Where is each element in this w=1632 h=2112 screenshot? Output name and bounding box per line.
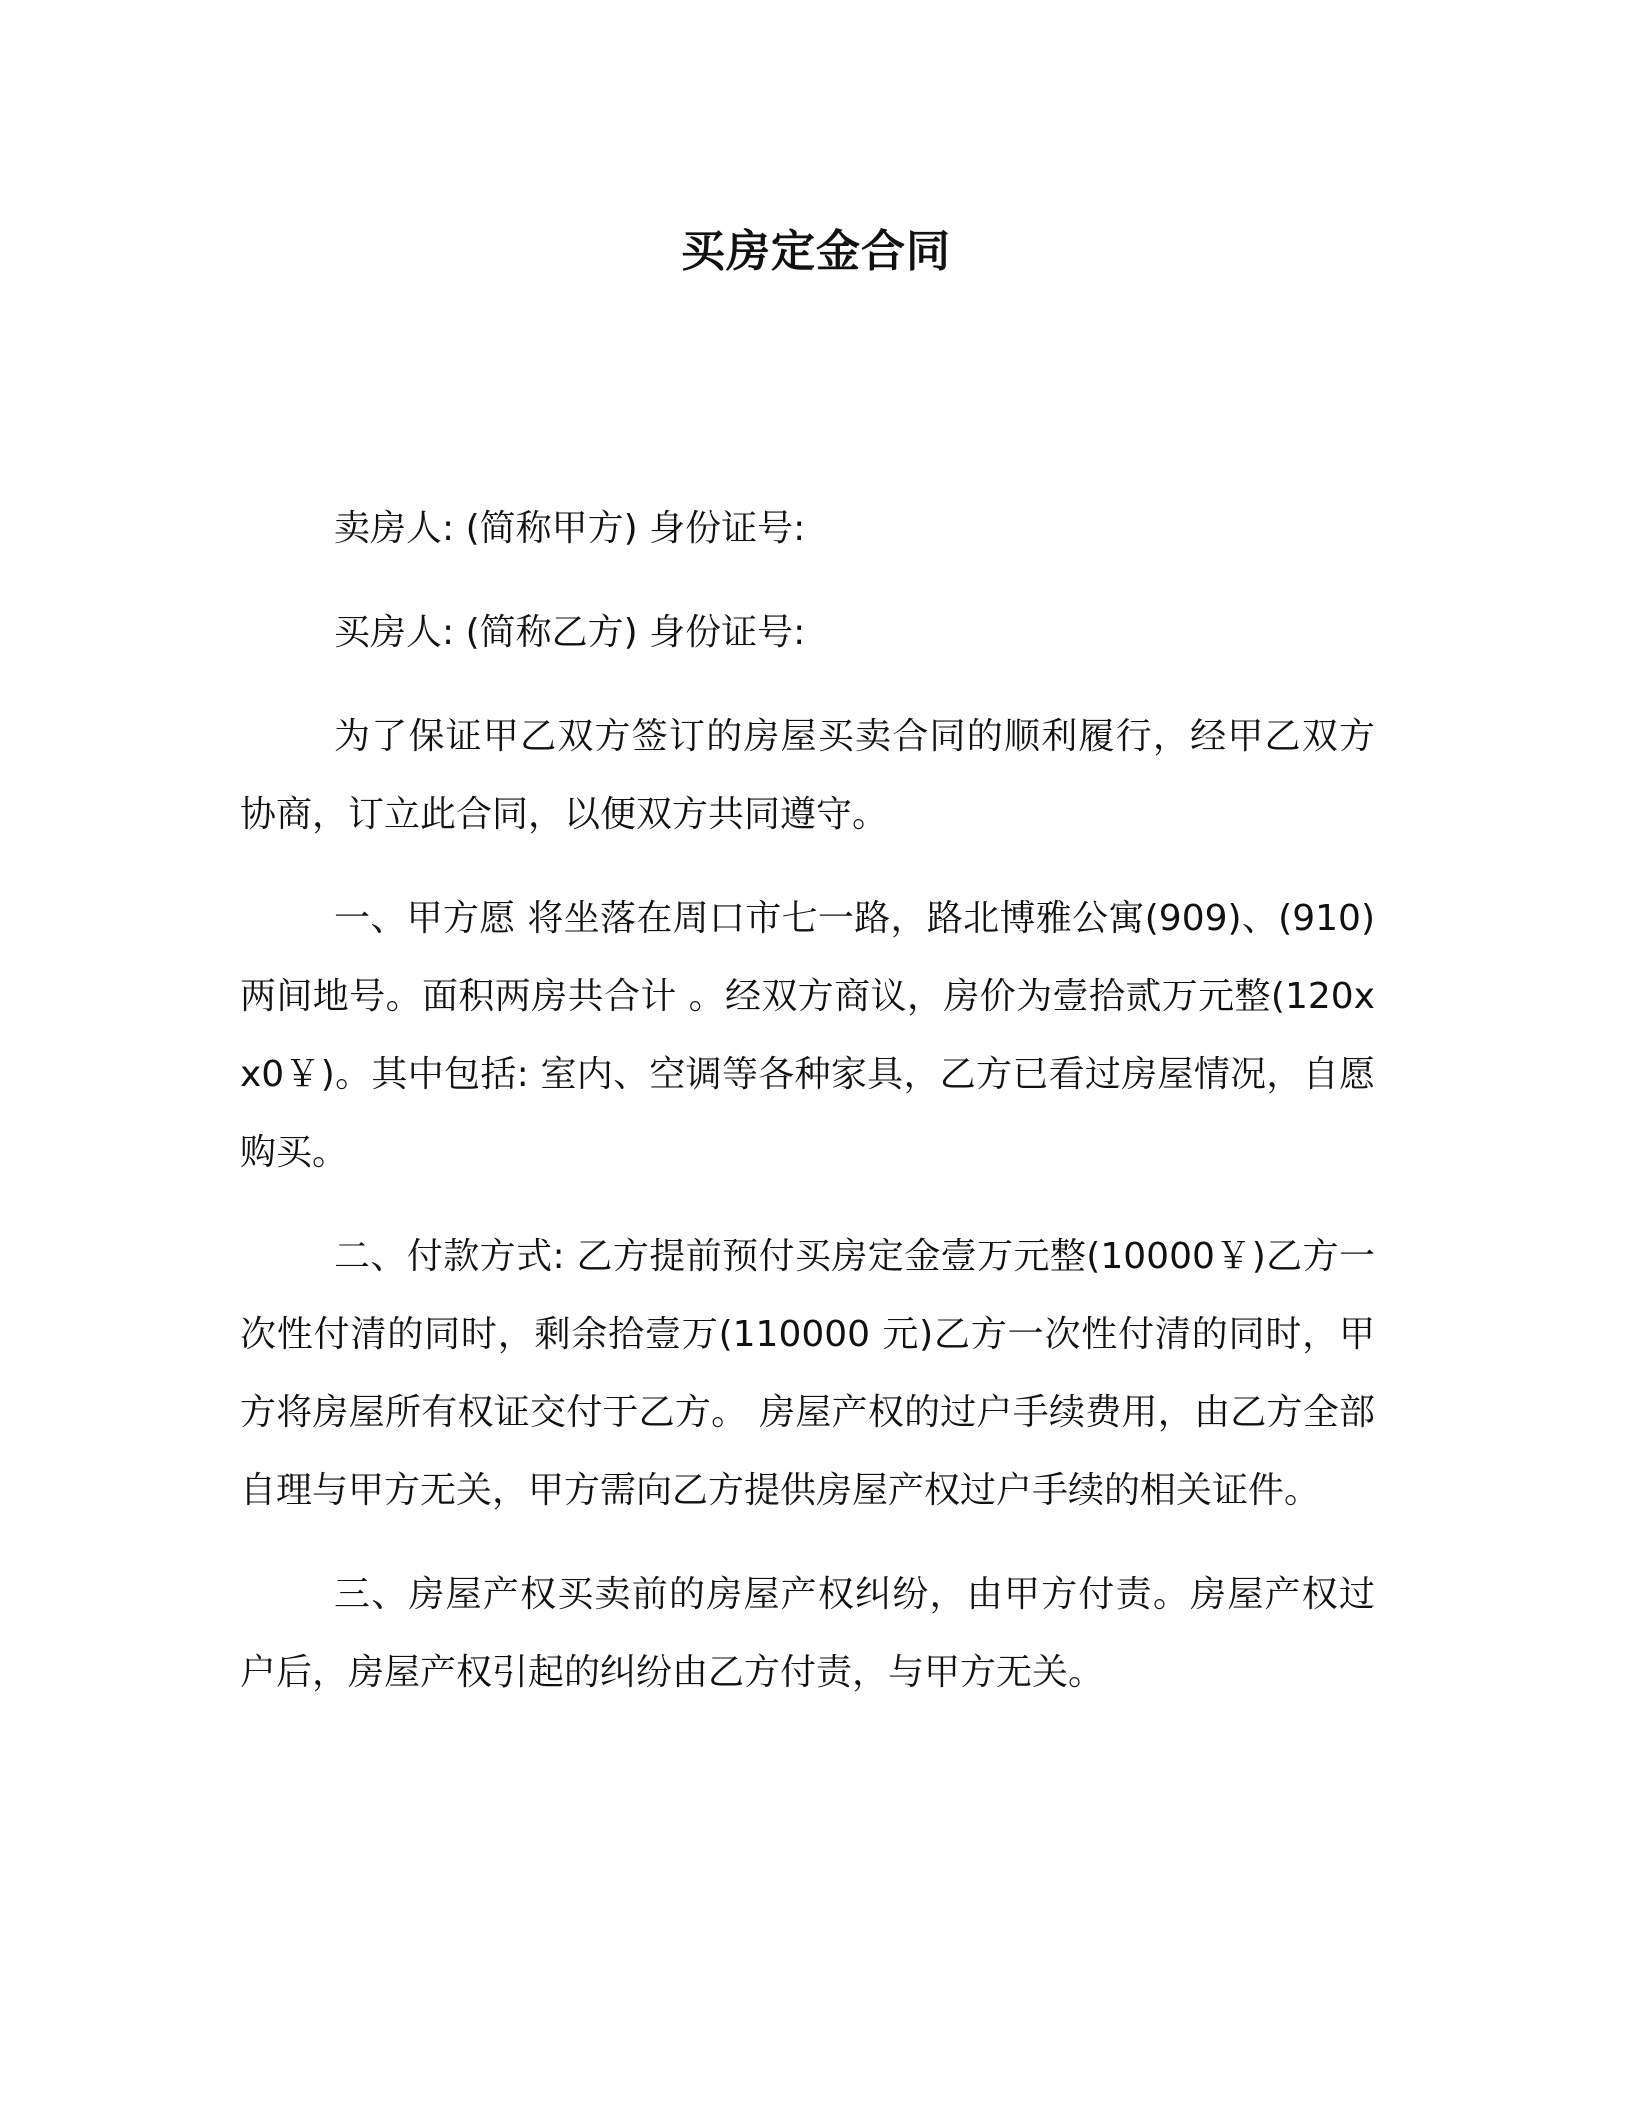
- seller-line: 卖房人: (简称甲方) 身份证号:: [334, 508, 806, 549]
- preamble-paragraph: 为了保证甲乙双方签订的房屋买卖合同的顺利履行，经甲乙双方协商，订立此合同，以便双方共同遵守。: [240, 716, 1375, 835]
- document-body: [240, 490, 1375, 1712]
- clause-3-paragraph: 三、房屋产权买卖前的房屋产权纠纷，由甲方付责。房屋产权过户后，房屋产权引起的纠纷由乙方付责，与甲方无关。: [240, 1574, 1375, 1693]
- clause-2-paragraph: 二、付款方式: 乙方提前预付买房定金壹万元整(10000￥)乙方一次性付清的同时，剩余拾壹万(110000 元)乙方一次性付清的同时，甲方将房屋所有权证交付于乙方。 房屋产权的过户手续费用，由乙方全部自理与甲方无关，甲方需向乙方提供房屋产权过户手续的相关证件。: [240, 1236, 1375, 1511]
- document-title: 买房定金合同: [681, 226, 951, 277]
- clause-1-paragraph: 一、甲方愿 将坐落在周口市七一路，路北博雅公寓(909)、(910)两间地号。面积两房共合计 。经双方商议，房价为壹拾贰万元整(120xx0￥)。其中包括: 室内、空调等各种家具，乙方已看过房屋情况，自愿购买。: [240, 898, 1375, 1173]
- buyer-line: 买房人: (简称乙方) 身份证号:: [334, 612, 806, 653]
